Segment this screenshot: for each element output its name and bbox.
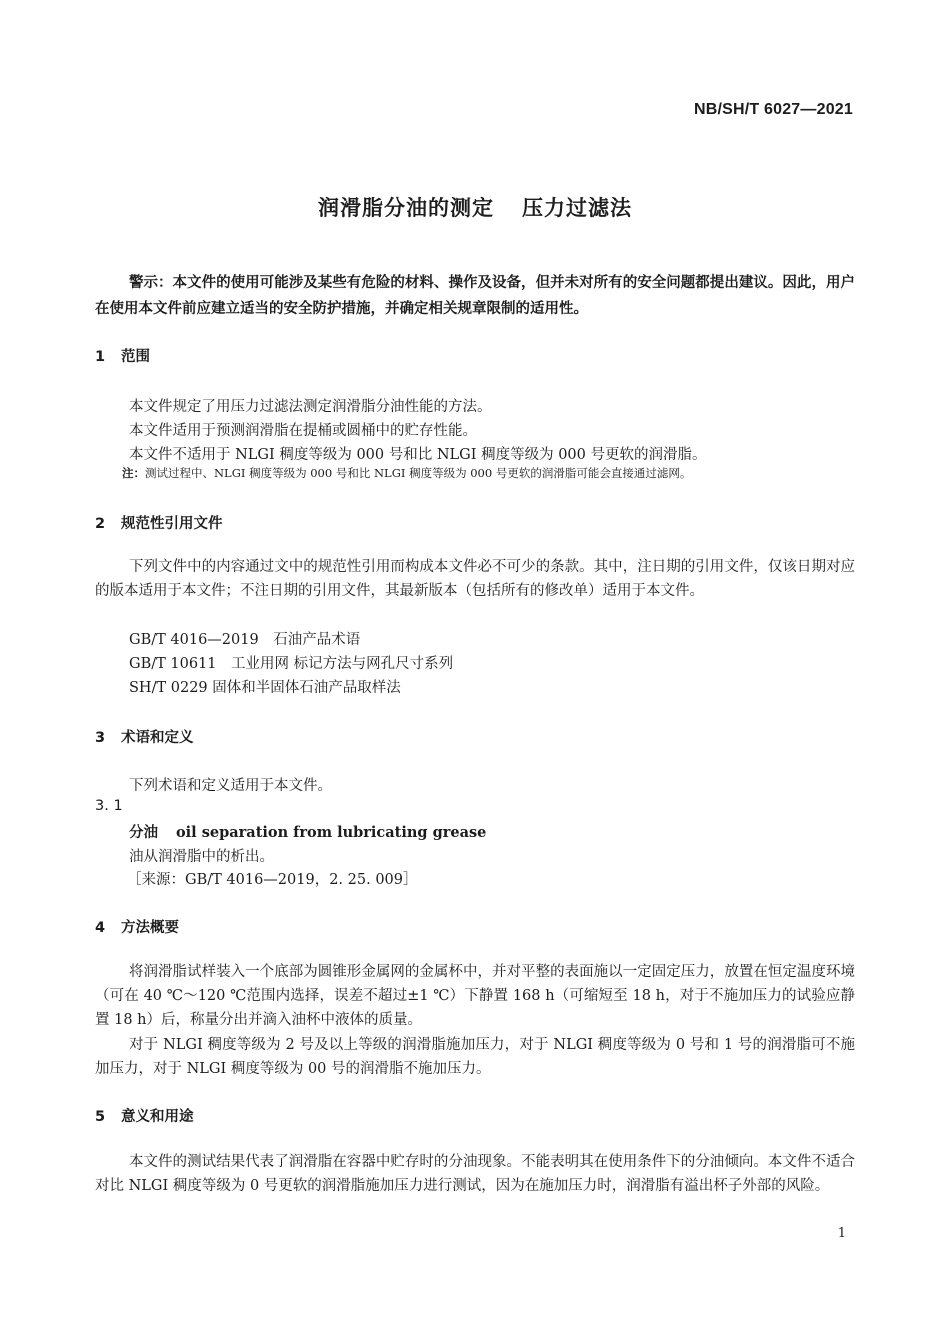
scope-paragraph-3: 本文件不适用于 NLGI 稠度等级为 000 号和比 NLGI 稠度等级为 000 号更软的润滑脂。 (129, 447, 707, 463)
term-english: oil separation from lubricating grease (176, 824, 487, 841)
section-3-heading (95, 726, 194, 747)
scope-paragraph-2: 本文件适用于预测润滑脂在提桶或圆桶中的贮存性能。 (129, 423, 477, 439)
significance-paragraph: 本文件的测试结果代表了润滑脂在容器中贮存时的分油现象。不能表明其在使用条件下的分油倾向。本文件不适合对比 NLGI 稠度等级为 0 号更软的润滑脂施加压力进行测试，因为在施加压力时，润滑脂有溢出杯子外部的风险。 (95, 1154, 855, 1194)
section-number: 2 (95, 516, 106, 532)
reference-item: GB/T 4016—2019 石油产品术语 (129, 632, 361, 648)
title-part-1: 润滑脂分油的测定 (318, 196, 494, 220)
page-number: 1 (837, 1226, 846, 1241)
term-definition: 油从润滑脂中的析出。 (129, 849, 274, 865)
title-part-2: 压力过滤法 (522, 196, 632, 220)
section-1-heading (95, 345, 150, 366)
note-label: 注： (122, 466, 145, 480)
standard-number: NB/SH/T 6027—2021 (693, 101, 853, 118)
term-entry (129, 821, 486, 842)
section-title: 方法概要 (121, 920, 179, 936)
section-number: 3 (95, 730, 106, 746)
section-title: 范围 (121, 349, 150, 365)
method-summary-paragraph-2: 对于 NLGI 稠度等级为 2 号及以上等级的润滑脂施加压力，对于 NLGI 稠度等级为 0 号和 1 号的润滑脂可不施加压力，对于 NLGI 稠度等级为 00 号的润滑脂不施加压力。 (95, 1037, 855, 1077)
section-number: 1 (95, 349, 106, 365)
section-5-heading (95, 1105, 194, 1126)
term-number: 3. 1 (95, 798, 123, 814)
section-4-heading (95, 916, 179, 937)
section-number: 5 (95, 1109, 106, 1125)
safety-warning: 警示：本文件的使用可能涉及某些有危险的材料、操作及设备，但并未对所有的安全问题都提出建议。因此，用户在使用本文件前应建立适当的安全防护措施，并确定相关规章限制的适用性。 (95, 275, 855, 317)
section-title: 意义和用途 (121, 1109, 194, 1125)
document-title (0, 192, 950, 222)
reference-item: GB/T 10611 工业用网 标记方法与网孔尺寸系列 (129, 656, 454, 672)
section-title: 术语和定义 (121, 730, 194, 746)
terms-intro: 下列术语和定义适用于本文件。 (129, 778, 332, 794)
method-summary-paragraph-1: 将润滑脂试样装入一个底部为圆锥形金属网的金属杯中，并对平整的表面施以一定固定压力，放置在恒定温度环境（可在 40 ℃～120 ℃范围内选择，误差不超过±1 ℃）下静置 168 h（可缩短至 18 h，对于不施加压力的试验应静置 18 h）后，称量分出并滴入油杯中液体的质量。 (95, 964, 855, 1028)
section-2-heading (95, 512, 223, 533)
section-title: 规范性引用文件 (121, 516, 223, 532)
term-chinese: 分油 (129, 825, 158, 841)
scope-note (122, 465, 691, 481)
note-text: 测试过程中、NLGI 稠度等级为 000 号和比 NLGI 稠度等级为 000 号更软的润滑脂可能会直接通过滤网。 (145, 466, 692, 480)
reference-item: SH/T 0229 固体和半固体石油产品取样法 (129, 680, 401, 696)
normative-references-paragraph: 下列文件中的内容通过文中的规范性引用而构成本文件必不可少的条款。其中，注日期的引用文件，仅该日期对应的版本适用于本文件；不注日期的引用文件，其最新版本（包括所有的修改单）适用于本文件。 (95, 559, 855, 599)
term-source: ［来源：GB/T 4016—2019，2. 25. 009］ (127, 872, 418, 888)
section-number: 4 (95, 920, 106, 936)
scope-paragraph-1: 本文件规定了用压力过滤法测定润滑脂分油性能的方法。 (129, 399, 492, 415)
